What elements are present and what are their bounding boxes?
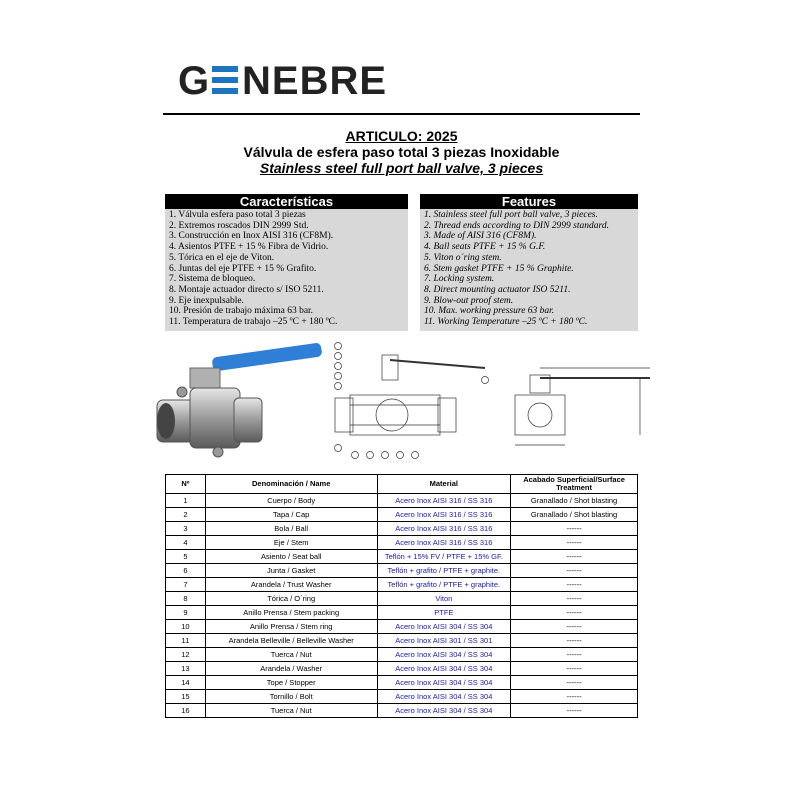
- feature-es-item: 9. Eje inexpulsable.: [169, 295, 244, 306]
- feature-en-item: 4. Ball seats PTFE + 15 % G.F.: [424, 242, 546, 253]
- cell-treatment: ------: [511, 564, 638, 578]
- cell-name: Tuerca / Nut: [205, 648, 377, 662]
- cell-number: 16: [166, 704, 206, 718]
- feature-es-item: 4. Asientos PTFE + 15 % Fibra de Vidrio.: [169, 242, 329, 253]
- cell-number: 5: [166, 550, 206, 564]
- cell-name: Tórica / O´ring: [205, 592, 377, 606]
- cell-material: Acero Inox AISI 316 / SS 316: [377, 536, 511, 550]
- cell-name: Tuerca / Nut: [205, 704, 377, 718]
- cell-treatment: ------: [511, 704, 638, 718]
- cell-material: Acero Inox AISI 304 / SS 304: [377, 648, 511, 662]
- cell-treatment: ------: [511, 648, 638, 662]
- cell-name: Tornillo / Bolt: [205, 690, 377, 704]
- feature-en-item: 10. Max. working pressure 63 bar.: [424, 306, 555, 317]
- cell-treatment: ------: [511, 662, 638, 676]
- feature-es-item: 10. Presión de trabajo máxima 63 bar.: [169, 306, 314, 317]
- cell-treatment: ------: [511, 676, 638, 690]
- table-row: [166, 578, 638, 592]
- logo-e-stripes: [212, 66, 238, 94]
- col-header-material: Material: [377, 475, 511, 494]
- cell-treatment: ------: [511, 536, 638, 550]
- feature-es-item: 2. Extremos roscados DIN 2999 Std.: [169, 220, 309, 231]
- cell-name: Tapa / Cap: [205, 508, 377, 522]
- cell-material: Teflón + grafito / PTFE + graphite.: [377, 564, 511, 578]
- feature-en-item: 8. Direct mounting actuator ISO 5211.: [424, 284, 571, 295]
- table-row: [166, 620, 638, 634]
- feature-en-item: 1. Stainless steel full port ball valve, 3 pieces.: [424, 210, 598, 220]
- dimension-drawing: [510, 340, 655, 455]
- feature-en-item: 11. Working Temperature –25 ºC + 180 ºC.: [424, 317, 588, 328]
- cell-name: Bola / Ball: [205, 522, 377, 536]
- cell-name: Arandela / Washer: [205, 662, 377, 676]
- cell-treatment: ------: [511, 550, 638, 564]
- cell-number: 7: [166, 578, 206, 592]
- feature-es-item: 8. Montaje actuador directo s/ ISO 5211.: [169, 284, 324, 295]
- cell-treatment: ------: [511, 606, 638, 620]
- feature-es-item: 11. Temperatura de trabajo –25 ºC + 180 ºC.: [169, 317, 338, 328]
- feature-es-item: 7. Sistema de bloqueo.: [169, 274, 256, 285]
- exploded-parts-drawing: [330, 340, 490, 465]
- table-row: [166, 606, 638, 620]
- features-spanish-heading: Características: [165, 194, 408, 209]
- cell-number: 8: [166, 592, 206, 606]
- cell-number: 15: [166, 690, 206, 704]
- cell-name: Tope / Stopper: [205, 676, 377, 690]
- cell-treatment: ------: [511, 620, 638, 634]
- cell-material: Acero Inox AISI 316 / SS 316: [377, 494, 511, 508]
- cell-number: 9: [166, 606, 206, 620]
- feature-en-item: 7. Locking system.: [424, 274, 495, 285]
- cell-number: 10: [166, 620, 206, 634]
- table-row: [166, 564, 638, 578]
- table-row: [166, 662, 638, 676]
- cell-material: Acero Inox AISI 304 / SS 304: [377, 690, 511, 704]
- cell-material: Acero Inox AISI 304 / SS 304: [377, 676, 511, 690]
- cell-number: 11: [166, 634, 206, 648]
- feature-es-item: 5. Tórica en el eje de Viton.: [169, 252, 275, 263]
- col-header-name: Denominación / Name: [205, 475, 377, 494]
- cell-name: Anillo Prensa / Stem packing: [205, 606, 377, 620]
- features-english-panel: [420, 194, 638, 331]
- genebre-logo: [178, 60, 408, 100]
- cell-treatment: ------: [511, 592, 638, 606]
- cell-treatment: Granallado / Shot blasting: [511, 494, 638, 508]
- feature-es-item: 3. Construcción en Inox AISI 316 (CF8M).: [169, 231, 334, 242]
- title-english: Stainless steel full port ball valve, 3 pieces: [259, 160, 544, 176]
- table-row: [166, 648, 638, 662]
- table-row: [166, 522, 638, 536]
- feature-en-item: 5. Viton o´ring stem.: [424, 252, 502, 263]
- cell-treatment: ------: [511, 522, 638, 536]
- parts-table: [165, 474, 638, 718]
- feature-en-item: 2. Thread ends according to DIN 2999 standard.: [424, 220, 609, 231]
- cell-material: Viton: [377, 592, 511, 606]
- cell-name: Anillo Prensa / Stem ring: [205, 620, 377, 634]
- table-row: [166, 676, 638, 690]
- cell-name: Junta / Gasket: [205, 564, 377, 578]
- col-header-treatment: Acabado Superficial/Surface Treatment: [511, 475, 638, 494]
- col-header-number: Nº: [166, 475, 206, 494]
- cell-name: Cuerpo / Body: [205, 494, 377, 508]
- cell-number: 4: [166, 536, 206, 550]
- cell-number: 2: [166, 508, 206, 522]
- cell-material: Acero Inox AISI 301 / SS 301: [377, 634, 511, 648]
- cell-material: PTFE: [377, 606, 511, 620]
- features-english-heading: Features: [420, 194, 638, 209]
- valve-photo: [152, 340, 322, 460]
- header-rule: [163, 113, 640, 115]
- cell-number: 14: [166, 676, 206, 690]
- cell-material: Acero Inox AISI 316 / SS 316: [377, 522, 511, 536]
- cell-material: Acero Inox AISI 304 / SS 304: [377, 662, 511, 676]
- cell-material: Teflón + grafito / PTFE + graphite.: [377, 578, 511, 592]
- cell-number: 3: [166, 522, 206, 536]
- cell-material: Acero Inox AISI 316 / SS 316: [377, 508, 511, 522]
- cell-number: 1: [166, 494, 206, 508]
- cell-name: Asiento / Seat ball: [205, 550, 377, 564]
- features-spanish-panel: [165, 194, 408, 331]
- cell-number: 6: [166, 564, 206, 578]
- table-row: [166, 592, 638, 606]
- title-spanish: Válvula de esfera paso total 3 piezas Inoxidable: [243, 144, 560, 160]
- table-row: [166, 704, 638, 718]
- table-row: [166, 536, 638, 550]
- cell-name: Arandela / Trust Washer: [205, 578, 377, 592]
- feature-es-item: 6. Juntas del eje PTFE + 15 % Grafito.: [169, 263, 317, 274]
- table-row: [166, 550, 638, 564]
- cell-material: Acero Inox AISI 304 / SS 304: [377, 620, 511, 634]
- title-block: [163, 128, 640, 176]
- cell-name: Eje / Stem: [205, 536, 377, 550]
- cell-treatment: ------: [511, 690, 638, 704]
- feature-en-item: 6. Stem gasket PTFE + 15 % Graphite.: [424, 263, 574, 274]
- cell-treatment: ------: [511, 634, 638, 648]
- feature-es-item: 1. Válvula esfera paso total 3 piezas: [169, 210, 306, 220]
- cell-material: Teflón + 15% FV / PTFE + 15% GF.: [377, 550, 511, 564]
- cell-treatment: Granallado / Shot blasting: [511, 508, 638, 522]
- table-row: [166, 494, 638, 508]
- cell-material: Acero Inox AISI 304 / SS 304: [377, 704, 511, 718]
- table-row: [166, 690, 638, 704]
- svg-text:NEBRE: NEBRE: [242, 60, 388, 100]
- article-number: ARTICULO: 2025: [345, 128, 458, 144]
- svg-text:G: G: [178, 60, 211, 100]
- cell-treatment: ------: [511, 578, 638, 592]
- table-row: [166, 508, 638, 522]
- feature-en-item: 3. Made of AISI 316 (CF8M).: [424, 231, 537, 242]
- feature-en-item: 9. Blow-out proof stem.: [424, 295, 514, 306]
- cell-name: Arandela Belleville / Belleville Washer: [205, 634, 377, 648]
- table-header-row: [166, 475, 638, 494]
- cell-number: 12: [166, 648, 206, 662]
- table-row: [166, 634, 638, 648]
- cell-number: 13: [166, 662, 206, 676]
